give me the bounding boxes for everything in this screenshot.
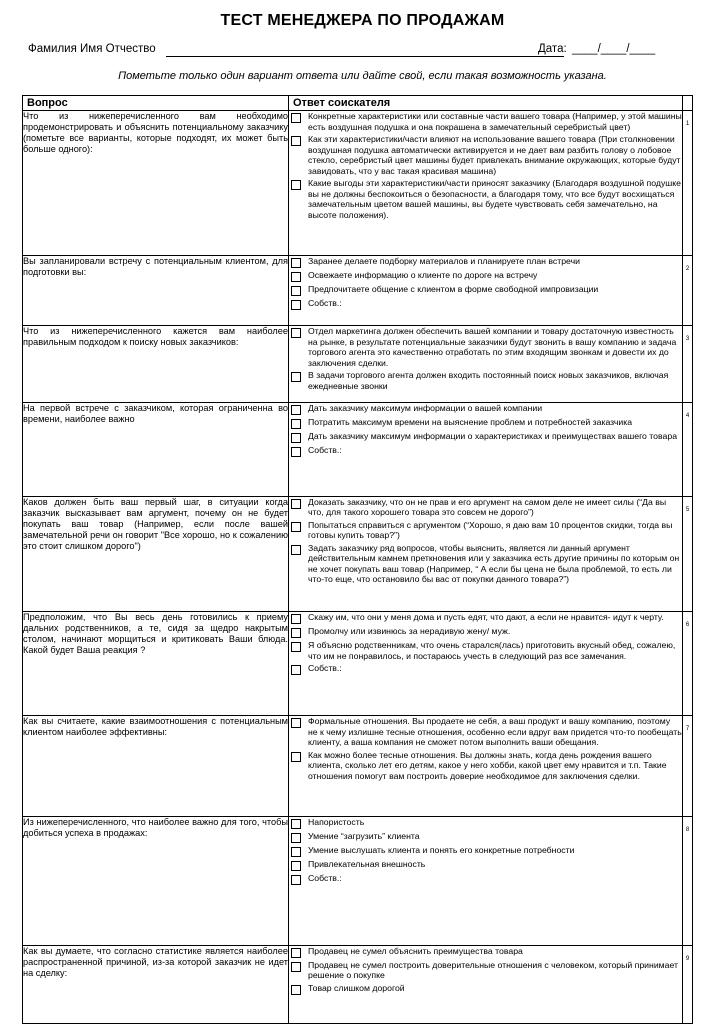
checkbox-icon[interactable] <box>291 272 301 282</box>
questionnaire-table <box>22 95 693 1024</box>
answer-option[interactable] <box>289 370 682 391</box>
answer-options <box>289 816 683 945</box>
answer-options <box>289 612 683 716</box>
question-row <box>23 402 693 496</box>
answer-option[interactable] <box>289 831 682 843</box>
answer-option-label: Собств.: <box>308 663 342 674</box>
answer-option[interactable] <box>289 612 682 624</box>
answer-option[interactable] <box>289 983 682 995</box>
answer-option[interactable] <box>289 817 682 829</box>
checkbox-icon[interactable] <box>291 433 301 443</box>
answer-option-label: Собств.: <box>308 444 342 455</box>
answer-option[interactable] <box>289 520 682 541</box>
question-text: Предположим, что Вы весь день готовились к приему дальних родственников, а те, сидя за щедро накрытым столом, начинают морщиться и критиковать Ваши блюда. Какой будет Ваша реакция ? <box>23 612 289 716</box>
answer-option[interactable] <box>289 178 682 220</box>
question-number: 1 <box>683 111 693 256</box>
answer-option[interactable] <box>289 873 682 885</box>
answer-option[interactable] <box>289 716 682 748</box>
answer-option-label: Конкретные характеристики или составные части вашего товара (Например, у этой машины есть воздушная подушка и она покрашена в замечательный серебристый цвет) <box>308 111 682 132</box>
answer-option-label: Товар слишком дорогой <box>308 982 405 993</box>
question-text: На первой встрече с заказчиком, которая ограниченна во времени, наиболее важно <box>23 402 289 496</box>
question-number: 8 <box>683 816 693 945</box>
answer-options <box>289 326 683 402</box>
date-field[interactable]: ____/____/____ <box>572 43 656 55</box>
number-column-header <box>683 96 693 111</box>
answer-option[interactable] <box>289 626 682 638</box>
checkbox-icon[interactable] <box>291 861 301 871</box>
question-text: Что из нижеперечисленного кажется вам наиболее правильным подходом к поиску новых заказчиков: <box>23 326 289 402</box>
checkbox-icon[interactable] <box>291 258 301 268</box>
answer-option-label: Предпочитаете общение с клиентом в форме свободной импровизации <box>308 284 599 295</box>
answer-options <box>289 716 683 816</box>
applicant-name-line <box>28 43 688 59</box>
question-text: Что из нижеперечисленного вам необходимо продемонстрировать и объяснить потенциальному заказчику (пометьте все варианты, которые подходят, их может быть больше одного): <box>23 111 289 256</box>
checkbox-icon[interactable] <box>291 545 301 555</box>
checkbox-icon[interactable] <box>291 136 301 146</box>
checkbox-icon[interactable] <box>291 833 301 843</box>
answer-options <box>289 256 683 326</box>
question-row <box>23 816 693 945</box>
question-number: 6 <box>683 612 693 716</box>
checkbox-icon[interactable] <box>291 752 301 762</box>
checkbox-icon[interactable] <box>291 614 301 624</box>
answer-option-label: Попытаться справиться с аргументом (“Хорошо, я даю вам 10 процентов скидки, тогда вы готовы купить товар?”) <box>308 519 673 541</box>
question-row <box>23 326 693 402</box>
answer-option[interactable] <box>289 946 682 958</box>
checkbox-icon[interactable] <box>291 985 301 995</box>
checkbox-icon[interactable] <box>291 522 301 532</box>
answer-option[interactable] <box>289 417 682 429</box>
answer-option-label: Напористость <box>308 816 365 827</box>
answer-option[interactable] <box>289 403 682 415</box>
question-row <box>23 945 693 1023</box>
answer-option-label: Задать заказчику ряд вопросов, чтобы выяснить, является ли данный аргумент действительным камнем преткновения или у заказчика есть другие причины по которым он не хочет покупать ваш товар (Например, “ А если бы цена не была проблемой, то есть ли что-то еще, что остановило бы вас от покупки данного товара?”) <box>308 542 680 585</box>
checkbox-icon[interactable] <box>291 286 301 296</box>
question-row <box>23 496 693 611</box>
question-number: 2 <box>683 256 693 326</box>
question-row <box>23 256 693 326</box>
answer-option[interactable] <box>289 298 682 310</box>
answer-option-label: Доказать заказчику, что он не прав и его аргумент на самом деле не имеет силы (“Да вы что, для такого хорошего товара это совсем не дорого”) <box>308 496 667 518</box>
answer-option-label: Я объясню родственникам, что очень старался(лась) приготовить вкусный обед, сожалею, что им не понравилось, и постараюсь учесть в следующий раз все замечания. <box>308 640 676 661</box>
answer-option-label: Отдел маркетинга должен обеспечить вашей компании и товару достаточную известность на рынке, в результате потенциальные заказчики будут звонить в вашу компанию и задача торгового агента это качественно отработать по этим входящим звонкам и довести их до заключения сделки. <box>308 326 677 368</box>
answer-option[interactable] <box>289 256 682 268</box>
question-text: Как вы считаете, какие взаимоотношения с потенциальным клиентом наиболее эффективны: <box>23 716 289 816</box>
instruction-text: Пометьте только один вариант ответа или дайте свой, если такая возможность указана. <box>118 70 607 82</box>
answer-option-label: Умение выслушать клиента и понять его конкретные потребности <box>308 844 575 855</box>
full-name-label: Фамилия Имя Отчество <box>28 43 156 55</box>
answer-option-label: Заранее делаете подборку материалов и планируете план встречи <box>308 256 580 267</box>
question-row <box>23 716 693 816</box>
answer-option[interactable] <box>289 543 682 585</box>
checkbox-icon[interactable] <box>291 419 301 429</box>
answer-option-label: Освежаете информацию о клиенте по дороге на встречу <box>308 270 538 281</box>
page-title: ТЕСТ МЕНЕДЖЕРА ПО ПРОДАЖАМ <box>220 12 505 29</box>
answer-option[interactable] <box>289 960 682 981</box>
answer-options <box>289 111 683 256</box>
question-number: 7 <box>683 716 693 816</box>
answer-option[interactable] <box>289 845 682 857</box>
answer-option[interactable] <box>289 284 682 296</box>
checkbox-icon[interactable] <box>291 113 301 123</box>
answer-option[interactable] <box>289 445 682 457</box>
answer-option[interactable] <box>289 859 682 871</box>
answer-options <box>289 496 683 611</box>
question-number: 9 <box>683 945 693 1023</box>
answer-option-label: Собств.: <box>308 872 342 883</box>
checkbox-icon[interactable] <box>291 628 301 638</box>
answer-option[interactable] <box>289 270 682 282</box>
checkbox-icon[interactable] <box>291 499 301 509</box>
answer-option[interactable] <box>289 134 682 176</box>
answer-option-label: Промолчу или извинюсь за нерадивую жену/ муж. <box>308 626 511 637</box>
answer-option[interactable] <box>289 497 682 518</box>
date-label: Дата: <box>538 43 567 55</box>
checkbox-icon[interactable] <box>291 718 301 728</box>
answer-option-label: Умение “загрузить” клиента <box>308 830 420 841</box>
checkbox-icon[interactable] <box>291 948 301 958</box>
checkbox-icon[interactable] <box>291 819 301 829</box>
answer-options <box>289 945 683 1023</box>
answer-option-label: Дать заказчику максимум информации о вашей компании <box>308 402 543 413</box>
answer-option-label: В задачи торгового агента должен входить постоянный поиск новых заказчиков, включая ежедневные звонки <box>308 370 669 391</box>
answer-option-label: Какие выгоды эти характеристики/части приносят заказчику (Благодаря воздушной подушке вы не должны беспокоиться о безопасности, а благодаря тому, что все будут восхищаться замечательным цветом вашей машины, вы будете чувствовать себя замечательно, на высоте положения). <box>308 178 681 220</box>
question-text: Вы запланировали встречу с потенциальным клиентом, для подготовки вы: <box>23 256 289 326</box>
answer-option-label: Как эти характеристики/части влияют на использование вашего товара (При столкновении воздушная подушка автоматически активируется и не дает вам разбить голову о лобовое стекло, серебристый цвет машины будет привлекать внимание окружающих, которые будут завидовать, что у вас такая красивая машина) <box>308 134 681 176</box>
question-number: 5 <box>683 496 693 611</box>
answer-option-label: Потратить максимум времени на выяснение проблем и потребностей заказчика <box>308 416 633 427</box>
checkbox-icon[interactable] <box>291 180 301 190</box>
answer-option-label: Продавец не сумел объяснить преимущества товара <box>308 945 523 956</box>
answer-option[interactable] <box>289 750 682 782</box>
answer-option[interactable] <box>289 640 682 661</box>
answer-column-header: Ответ соискателя <box>289 96 683 111</box>
answer-option[interactable] <box>289 326 682 368</box>
checkbox-icon[interactable] <box>291 665 301 675</box>
answer-option-label: Собств.: <box>308 298 342 309</box>
full-name-field[interactable] <box>166 56 564 57</box>
answer-option-label: Скажу им, что они у меня дома и пусть едят, что дают, а если не нравится- идут к черту. <box>308 612 664 623</box>
answer-option[interactable] <box>289 431 682 443</box>
checkbox-icon[interactable] <box>291 300 301 310</box>
answer-option-label: Дать заказчику максимум информации о характеристиках и преимуществах вашего товара <box>308 430 678 441</box>
checkbox-icon[interactable] <box>291 847 301 857</box>
question-text: Как вы думаете, что согласно статистике является наиболее распространенной причиной, из-за которой заказчик не идет на сделку: <box>23 945 289 1023</box>
question-number: 3 <box>683 326 693 402</box>
question-row <box>23 111 693 256</box>
answer-option-label: Формальные отношения. Вы продаете не себя, а ваш продукт и вашу компанию, поэтому не к чему излишне тесные отношения, особенно если вдруг вам придется что-то пообещать клиенту, а ваша компания не сможет потом выполнить ваши обещания. <box>308 716 682 748</box>
answer-options <box>289 402 683 496</box>
answer-option-label: Как можно более тесные отношения. Вы должны знать, когда день рождения вашего клиента, сколько лет его детям, какое у него хобби, какой цвет ему нравится и т.п. Такие отношения помогут вам построить доверие необходимое для заключения сделки. <box>308 749 667 781</box>
checkbox-icon[interactable] <box>291 642 301 652</box>
answer-option[interactable] <box>289 111 682 132</box>
checkbox-icon[interactable] <box>291 875 301 885</box>
question-column-header: Вопрос <box>23 96 289 111</box>
answer-option[interactable] <box>289 663 682 675</box>
answer-option-label: Привлекательная внешность <box>308 858 426 869</box>
checkbox-icon[interactable] <box>291 372 301 382</box>
checkbox-icon[interactable] <box>291 328 301 338</box>
question-number: 4 <box>683 402 693 496</box>
question-row <box>23 612 693 716</box>
question-text: Каков должен быть ваш первый шаг, в ситуации когда заказчик высказывает вам аргумент, почему он не будет покупать ваш товар (Например, если после вашей замечательной речи он говорит "Все хорошо, но к сожалению это стоит слишком дорого") <box>23 496 289 611</box>
question-text: Из нижеперечисленного, что наиболее важно для того, чтобы добиться успеха в продажах: <box>23 816 289 945</box>
answer-option-label: Продавец не сумел построить доверительные отношения с человеком, который принимает решение о покупке <box>308 959 679 981</box>
checkbox-icon[interactable] <box>291 447 301 457</box>
checkbox-icon[interactable] <box>291 962 301 972</box>
checkbox-icon[interactable] <box>291 405 301 415</box>
